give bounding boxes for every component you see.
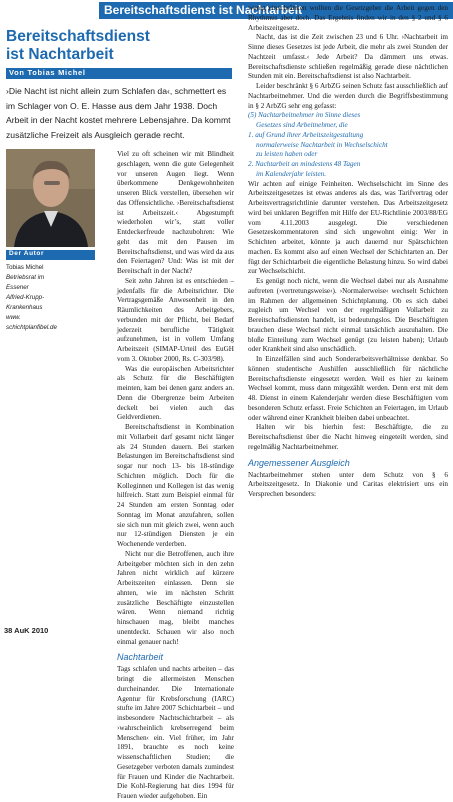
byline-bar xyxy=(6,68,232,79)
author-line: Betriebsrat im xyxy=(6,274,45,281)
page-footer xyxy=(0,624,453,640)
author-name: Tobias Michel xyxy=(6,264,44,271)
paragraph: Nacht, das ist die Zeit zwischen 23 und 6 Uhr. ›Nachtarbeit im Sinne dieses Gesetzes ist jede Arbeit, die mehr als zwei Stunden der Nachtzeit umfasst.‹ Jede Arbeit? Da dämmert uns etwas. Bereitschaftsdienste schließen regelmäßig gerade diese nächtlichen Stunden mit ein. Bereitschaftsdienst ist also Nachtarbeit. xyxy=(248,33,448,81)
paragraph: In Einzelfällen sind auch Sonderarbeitsverhältnisse denkbar. So können studentische Aushilfen ausschließlich für nächtliche Bereitschaftsdienste eingesetzt werden. Weil es hier zu keinem Wechsel kommt, muss dann mitgezählt werden. Denn erst mit dem 48. Dienst in einem Kalenderjahr werden diese Beschäftigten vom besonderen Schutz erfasst. Freie Schichten an Feiertagen, im Urlaub oder während einer Krankheit bleiben dabei unbeachtet. xyxy=(248,355,448,422)
author-line: Alfried-Krupp- xyxy=(6,294,45,301)
byline: Von Tobias Michel xyxy=(9,68,86,77)
header-spacer xyxy=(0,0,99,21)
law-quote-line: Gesetzes sind Arbeitnehmer, die xyxy=(256,121,348,129)
subheading: Angemessener Ausgleich xyxy=(248,457,350,468)
paragraph: Seit zehn Jahren ist es entschieden – jedenfalls für die Arbeitsrichter. Die Vertragsgemäße Anwesenheit in den Räumlichkeiten des Arbeitgebers, verbunden mit der Pflicht, bei Bedarf jederzeit berufliche Tätigkeit aufzunehmen, ist in vollem Umfang Arbeitszeit (SIMAP-Urteil des EuGH vom 3. Oktober 2000, Rs. C-303/98). xyxy=(117,276,234,363)
article-title xyxy=(6,28,206,64)
paragraph: Nicht nur die Betroffenen, auch ihre Arbeitgeber möchten sich in den zehn Jahren nicht wirklich auf kürzere Arbeitszeiten einlassen. Denn sie ahnten, wie im nächsten Schritt zusätzliche Beschäftigte einzustellen wären. Wenn niemand richtig hinschauen mag, bleibt manches unentdeckt. Schauen wir also noch einmal genauer nach! xyxy=(117,549,234,646)
article-title-line2: ist Nachtarbeit xyxy=(6,46,114,63)
subheading: Nachtarbeit xyxy=(117,652,164,663)
author-line: www. xyxy=(6,314,21,321)
author-label: Der Autor xyxy=(9,250,45,257)
law-quote-line: 2. Nachtarbeit an mindestens 48 Tagen xyxy=(248,160,361,168)
article-title-line1: Bereitschaftsdienst xyxy=(6,28,150,45)
paragraph: Nachtarbeitnehmer stehen unter dem Schutz von § 6 Arbeitszeitgesetz. In Diakonie und Caritas elektrisiert uns ein Versprechen besonders: xyxy=(248,470,448,498)
author-portrait-image xyxy=(6,149,95,247)
law-quote xyxy=(248,111,448,179)
author-label-bar xyxy=(6,250,95,260)
paragraph: Tags schlafen und nachts arbeiten – das bringt die allermeisten Menschen durcheinander. Die Internationale Agentur für Krebsforschung (IARC) stufte im Jahre 2007 Schichtarbeit – und insbesondere Nachtschichtarbeit – als ›wahrscheinlich krebserregend beim Menschen‹ ein. Viel früher, im Jahr 1891, brauchte es noch keine wissenschaftlichen Studien; die Gesetzgeber verboten damals zumindest für Frauen und Kinder die Nachtarbeit. Die Kohl-Regierung hat dies 1994 für Frauen wieder aufgehoben. Ein xyxy=(117,665,234,800)
page-number: 38 AuK 2010 xyxy=(4,626,49,635)
paragraph: Wir achten auf einige Feinheiten. Wechselschicht im Sinne des Arbeitszeitgesetzes ist etwas anderes als das, was Tarifvertrag oder Arbeitsvertragsrichtlinie darunter verstehen. Das Arbeitszeitgesetz wird bei unklaren Begriffen mit Hilfe der EU-Richtlinie 2003/88/EG vom 4.11.2003 ausgelegt. Die verschiedenen Gesetzeskommentatoren sind sich ungewohnt einig: Wer in Schichten arbeitet, könnte ja auch dauernd nur Spätschichten machen. Es kommt also auf einen Wechsel der Schichtarten an. Der fügt der Schichtarbeit die eigentliche Belastung hinzu. So wird dabei zur Wechselschicht. xyxy=(248,179,448,276)
law-quote-line: im Kalenderjahr leisten. xyxy=(256,169,327,178)
author-line: Krankenhaus xyxy=(6,304,43,311)
body-column-3 xyxy=(248,4,448,500)
paragraph: Was die europäischen Arbeitsrichter als Schutz für die Beschäftigten meinten, kam bei denen ganz anders an. Denn die Obergrenze beim Arbeiten deckelt bei vielen auch das Geldverdienen. xyxy=(117,364,234,422)
author-photo xyxy=(6,149,95,247)
author-website-link[interactable]: schichtplanfibel.de xyxy=(6,324,57,331)
paragraph: Es genügt noch nicht, wenn die Wechsel dabei nur als Ausnahme auftreten (›vertretungsweise‹). ›Normalerweise‹ wechselt Schichten im Rahmen der allgemeinen Schichtplanung. Ob es sich dabei zugleich um Wechsel von der regelmäßigen Vollarbeit zu Bereitschaftsdiensten handelt, ist bedeutungslos. Die Beschäftigten brauchen diese Wechsel nicht einmal tatsächlich auszuhalten. Die bloße Einteilung zum Wechsel genügt (zu leisten haben); Urlaub oder Krankheit sind also unschädlich. xyxy=(248,277,448,354)
law-quote-line: zu leisten haben oder xyxy=(256,150,318,159)
author-line: Essener xyxy=(6,284,29,291)
paragraph: Viel zu oft scheinen wir mit Blindheit geschlagen, wenn die gute Gelegenheit vor unseren Augen liegt. Wenn überkommene Denkgewohnheiten unseren Blick verstellen, übersehen wir das Offensichtliche. ›Bereitschaftsdienst ist Arbeitszeit.‹ Abgestumpft wiederholen wir’s, statt voller Entdeckerfreude nachzubohren: Wie geht das mit den Pausen im Bereitschaftsdienst, und was wird da aus den Feiertagen? Und: Was ist mit der Bereitschaft in der Nacht? xyxy=(117,150,234,275)
author-info xyxy=(6,263,95,333)
paragraph: Bereitschaftsdienst in Kombination mit Vollarbeit darf gesamt nicht länger als 24 Stunden dauern. Bei starken Belastungen im Bereitschaftsdienst sind sogar nur noch 13- bis 18-stündige Schichten möglich. Doch für die Kolleginnen und Kollegen ist das wenig hilfreich. Statt zum Beispiel einmal für 24 Stunden am ersten Sonntag oder Sonntag im Monat anzufahren, sollen sie sich nun mit gleich zwei, wenn auch nur 12-stündigen Diensten je ein Wochenende verderben. xyxy=(117,423,234,548)
paragraph: wenig einschränken wollten die Gesetzgeber die Arbeit gegen den Rhythmus aber doch. Das Ergebnis finden wir in den § 2 und § 6 Arbeitszeitgesetz. xyxy=(248,4,448,32)
article-intro: ›Die Nacht ist nicht allein zum Schlafen da‹, schmettert es im Schlager von O. E. Hasse aus dem Jahr 1938. Doch Arbeit in der Nacht kostet mehrere Lebensjahre. Da kommt zusätzliche Freizeit als Ausgleich gerade recht. xyxy=(6,86,231,140)
paragraph: Halten wir bis hierhin fest: Beschäftigte, die zu Bereitschaftsdienst über die Nacht hinweg eingeteilt werden, sind regelmäßig Nachtarbeitnehmer. xyxy=(248,423,448,451)
section-title: Bereitschaftsdienst ist Nachtarbeit xyxy=(104,3,303,17)
law-quote-line: normalerweise Nachtarbeit in Wechselschicht xyxy=(256,140,388,149)
law-quote-line: 1. auf Grund ihrer Arbeitszeitgestaltung xyxy=(248,130,364,139)
law-quote-line: (5) Nachtarbeitnehmer im Sinne dieses xyxy=(248,111,361,120)
paragraph: Leider beschränkt § 6 ArbZG seinen Schutz fast ausschließlich auf Nachtarbeitnehmer. Und die werden durch die Begriffsbestimmung in § 2 ArbZG sehr eng gefasst: xyxy=(248,82,448,110)
body-column-2 xyxy=(117,150,234,802)
